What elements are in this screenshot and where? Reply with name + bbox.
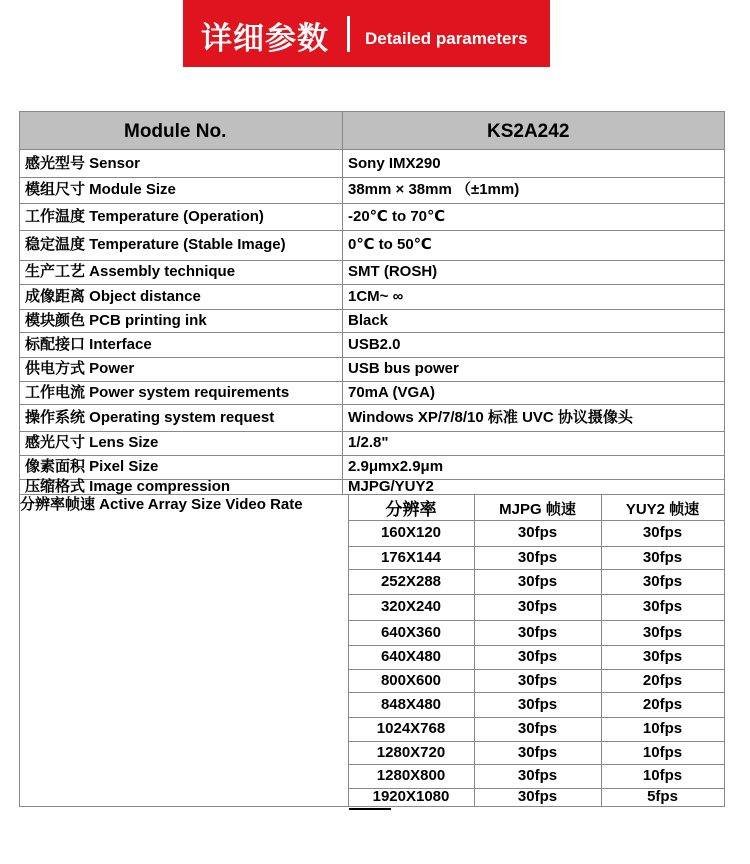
- rate-cell: 320X240: [380, 598, 442, 615]
- rate-cell: 30fps: [517, 671, 558, 689]
- rate-row-divider: [348, 520, 724, 521]
- spec-table: [19, 111, 725, 807]
- rate-cell: 10fps: [642, 720, 683, 737]
- spec-value: 1/2.8": [348, 434, 389, 451]
- header-model: KS2A242: [487, 121, 570, 142]
- spec-value: Sony IMX290: [348, 155, 441, 172]
- rate-row-divider: [348, 569, 724, 570]
- rate-row-divider: [348, 717, 724, 718]
- rate-header-cell: YUY2 帧速: [625, 501, 700, 518]
- spec-value: -20℃ to 70℃: [348, 207, 446, 225]
- rate-cell: 30fps: [642, 648, 683, 665]
- rate-header-cell: MJPG 帧速: [499, 501, 576, 518]
- rate-cell: 10fps: [642, 767, 683, 784]
- rate-cell: 30fps: [517, 767, 558, 784]
- banner-title-en: Detailed parameters: [365, 29, 528, 48]
- rate-cell: 20fps: [642, 695, 683, 713]
- rate-cell: 640X480: [380, 648, 442, 665]
- spec-value: 0℃ to 50℃: [348, 236, 432, 253]
- rate-row-divider: [348, 692, 724, 693]
- rate-header-cell: 分辨率: [385, 500, 437, 519]
- row-divider: [20, 177, 724, 178]
- rate-cell: 30fps: [642, 598, 683, 615]
- row-divider: [20, 357, 724, 358]
- row-divider: [20, 332, 724, 333]
- rate-row-divider: [348, 669, 724, 670]
- spec-value: 2.9μmx2.9μm: [348, 458, 444, 475]
- row-divider: [20, 455, 724, 456]
- rate-cell: 1280X800: [376, 767, 446, 784]
- spec-label: 标配接口 Interface: [25, 335, 152, 353]
- table-footer-mark: [349, 808, 391, 810]
- spec-value: USB2.0: [348, 335, 401, 353]
- spec-label: 工作温度 Temperature (Operation): [25, 207, 264, 225]
- rates-label: 分辨率帧速 Active Array Size Video Rate: [20, 496, 303, 513]
- spec-value: 70mA (VGA): [348, 383, 435, 401]
- spec-label: 生产工艺 Assembly technique: [25, 263, 236, 280]
- rate-cell: 30fps: [642, 548, 683, 566]
- title-banner: [183, 0, 550, 67]
- rate-row-divider: [348, 741, 724, 742]
- row-divider: [20, 284, 724, 285]
- row-divider: [20, 203, 724, 204]
- column-divider: [342, 112, 343, 494]
- spec-label: 工作电流 Power system requirements: [25, 383, 290, 401]
- header-module-no: Module No.: [124, 121, 227, 142]
- rate-cell: 30fps: [517, 598, 558, 615]
- spec-label: 操作系统 Operating system request: [25, 408, 275, 426]
- rate-column-divider: [724, 494, 725, 806]
- rate-cell: 30fps: [517, 548, 558, 566]
- spec-label: 稳定温度 Temperature (Stable Image): [25, 236, 286, 253]
- rate-cell: 5fps: [647, 788, 678, 805]
- rate-cell: 30fps: [517, 720, 558, 737]
- rate-cell: 30fps: [517, 572, 558, 590]
- row-divider: [20, 309, 724, 310]
- rate-cell: 640X360: [380, 623, 442, 641]
- rate-cell: 252X288: [380, 572, 442, 590]
- rate-cell: 30fps: [642, 572, 683, 590]
- rate-cell: 30fps: [517, 524, 558, 541]
- rate-cell: 30fps: [517, 648, 558, 665]
- rate-cell: 30fps: [517, 743, 558, 761]
- rate-cell: 30fps: [642, 623, 683, 641]
- rate-cell: 800X600: [380, 671, 442, 689]
- spec-value: Windows XP/7/8/10 标准 UVC 协议摄像头: [348, 408, 633, 426]
- table-header-row: [20, 112, 724, 150]
- rate-cell: 10fps: [642, 743, 683, 761]
- spec-label: 感光尺寸 Lens Size: [25, 434, 159, 451]
- spec-label: 像素面积 Pixel Size: [25, 458, 159, 475]
- spec-value: 1CM~ ∞: [348, 287, 404, 305]
- rate-row-divider: [348, 764, 724, 765]
- rate-cell: 1024X768: [376, 720, 446, 737]
- rate-row-divider: [348, 645, 724, 646]
- rate-cell: 1920X1080: [372, 788, 450, 805]
- rate-cell: 160X120: [380, 524, 442, 541]
- rate-row-divider: [348, 594, 724, 595]
- row-divider: [20, 230, 724, 231]
- spec-value: 38mm × 38mm （±1mm): [348, 181, 520, 198]
- spec-value: MJPG/YUY2: [348, 477, 434, 495]
- rate-cell: 30fps: [642, 524, 683, 541]
- rate-cell: 30fps: [517, 788, 558, 805]
- row-divider: [20, 381, 724, 382]
- rate-cell: 20fps: [642, 671, 683, 689]
- row-divider: [20, 431, 724, 432]
- spec-label: 成像距离 Object distance: [25, 287, 201, 305]
- banner-title-cn: 详细参数: [201, 21, 329, 57]
- spec-label: 模组尺寸 Module Size: [25, 181, 176, 198]
- row-divider: [20, 260, 724, 261]
- spec-label: 感光型号 Sensor: [25, 155, 141, 172]
- rate-row-divider: [348, 620, 724, 621]
- rate-cell: 848X480: [380, 695, 442, 713]
- spec-value: USB bus power: [348, 360, 459, 377]
- spec-label: 压缩格式 Image compression: [25, 477, 231, 495]
- row-divider: [20, 404, 724, 405]
- rate-cell: 30fps: [517, 623, 558, 641]
- spec-label: 供电方式 Power: [25, 360, 135, 377]
- rate-cell: 176X144: [380, 548, 442, 566]
- rate-row-divider: [348, 546, 724, 547]
- spec-value: SMT (ROSH): [348, 263, 438, 280]
- rate-cell: 1280X720: [376, 743, 446, 761]
- spec-value: Black: [348, 311, 389, 329]
- banner-divider: [347, 16, 350, 52]
- row-divider: [20, 494, 724, 495]
- spec-label: 模块颜色 PCB printing ink: [25, 311, 207, 329]
- rate-cell: 30fps: [517, 695, 558, 713]
